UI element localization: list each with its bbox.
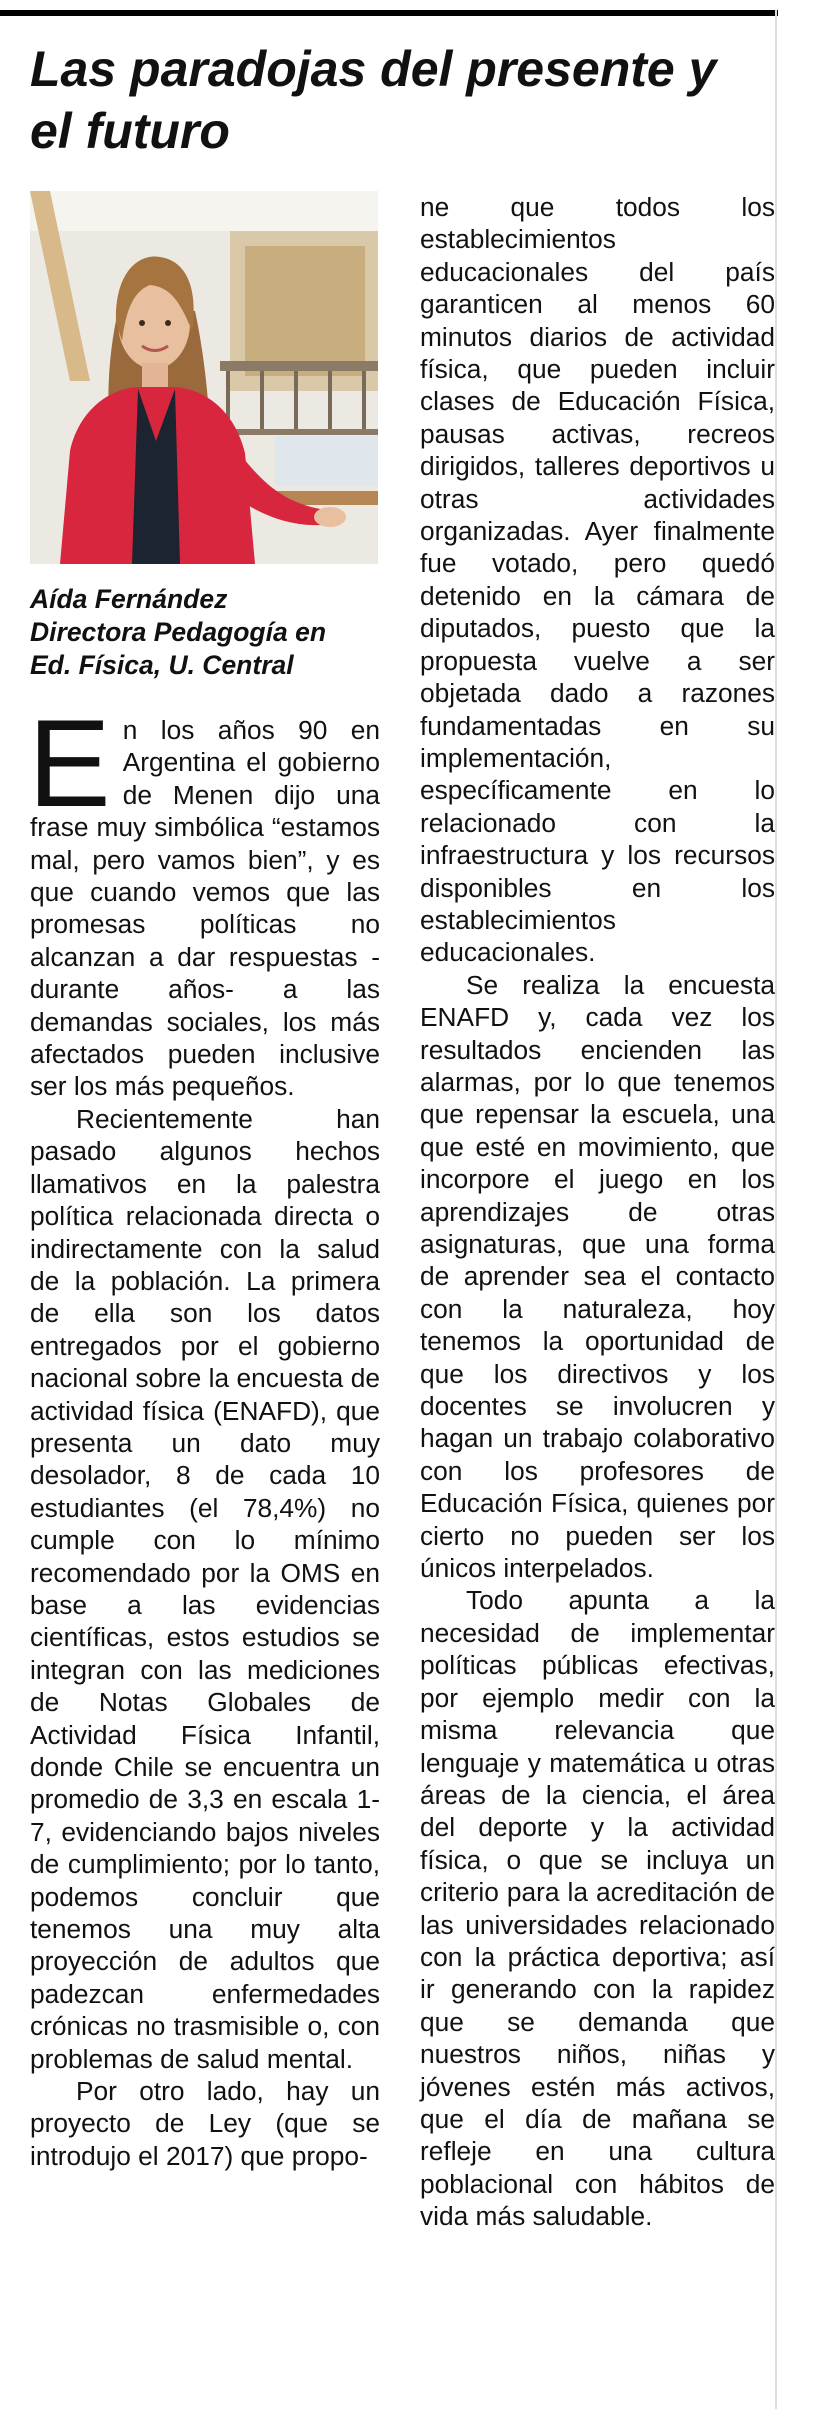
author-title-line1: Directora Pedagogía en	[30, 617, 327, 647]
paragraph: Por otro lado, hay un proyecto de Ley (que se introdujo el 2017) que propo-	[30, 2076, 380, 2171]
paragraph	[28, 695, 380, 1103]
headline: Las paradojas del presente y el futuro	[30, 41, 717, 159]
body-column-right	[420, 191, 775, 2233]
author-photo	[30, 191, 378, 564]
body-column-left	[28, 695, 380, 2172]
author-title-line2: Ed. Física, U. Central	[30, 650, 294, 680]
paragraph-text: n los años 90 en Argentina el gobierno de Menen dijo una frase muy simbólica “estamos mal, pero vamos bien”, y es que cuando vemos que las promesas políticas no alcanzan a dar respuestas -durante años- a las demandas sociales, los más afectados pueden inclusive ser los más pequeños.	[30, 715, 380, 1102]
paragraph: Todo apunta a la necesidad de implementar políticas públicas efectivas, por ejemplo medir con la misma relevancia que lenguaje y matemática u otras áreas de la ciencia, el área del deporte y la actividad física, o que se incluya un criterio para la acreditación de las universidades relacionado con la práctica deportiva; así ir generando con la rapidez que se demanda que nuestros niños, niñas y jóvenes estén más activos, que el día de mañana se refleje en una cultura poblacional con hábitos de vida más saludable.	[420, 1585, 775, 2232]
column-edge-rule	[775, 10, 777, 2409]
drop-cap: E	[28, 695, 111, 833]
author-name: Aída Fernández	[30, 584, 228, 614]
paragraph: Se realiza la encuesta ENAFD y, cada vez los resultados encienden las alarmas, por lo que tenemos que repensar la escuela, una que esté en movimiento, que incorpore el juego en los aprendizajes de otras asignaturas, que una forma de aprender sea el contacto con la naturaleza, hoy tenemos la oportunidad de que los directivos y los docentes se involucren y hagan un trabajo colaborativo con los profesores de Educación Física, quienes por cierto no pueden ser los únicos interpelados.	[420, 969, 775, 1584]
paragraph: ne que todos los establecimientos educacionales del país garanticen al menos 60 minutos diarios de actividad física, que pueden incluir clases de Educación Física, pausas activas, recreos dirigidos, talleres deportivos u otras actividades organizadas. Ayer finalmente fue votado, pero quedó detenido en la cámara de diputados, puesto que la propuesta vuelve a ser objetada dado a razones fundamentadas en su implementación, específicamente en lo relacionado con la infraestructura y los recursos disponibles en los establecimientos educacionales.	[420, 192, 775, 968]
top-rule	[0, 10, 778, 16]
author-caption	[30, 583, 380, 682]
paragraph: Recientemente han pasado algunos hechos llamativos en la palestra política relacionada directa o indirectamente con la salud de la población. La primera de ella son los datos entregados por el gobierno nacional sobre la encuesta de actividad física (ENAFD), que presenta un dato muy desolador, 8 de cada 10 estudiantes (el 78,4%) no cumple con lo mínimo recomendado por la OMS en base a las evidencias científicas, estos estudios se integran con las mediciones de Notas Globales de Actividad Física Infantil, donde Chile se encuentra un promedio de 3,3 en escala 1-7, evidenciando bajos niveles de cumplimiento; por lo tanto, podemos concluir que tenemos una muy alta proyección de adultos que padezcan enfermedades crónicas no trasmisible o, con problemas de salud mental.	[30, 1103, 380, 2074]
